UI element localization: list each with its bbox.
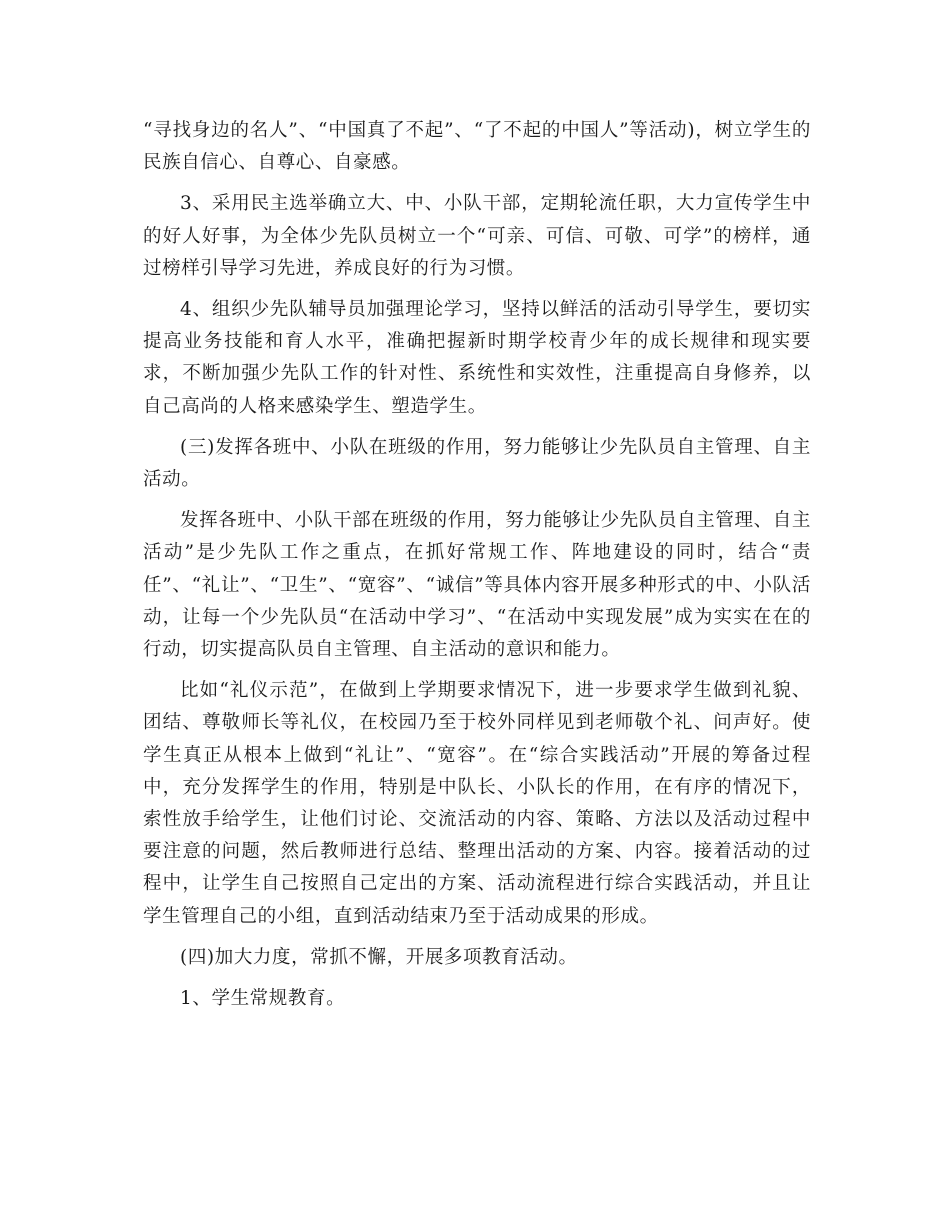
section-heading-3: (三)发挥各班中、小队在班级的作用，努力能够让少先队员自主管理、自主活动。 [143, 436, 811, 491]
paragraph-section-3-body: 发挥各班中、小队干部在班级的作用，努力能够让少先队员自主管理、自主活动”是少先队工作之重点，在抓好常规工作、阵地建设的同时，结合“责任”、“礼让”、“卫生”、“宽容”、“诚信”等具体内容开展多种形式的中、小队活动，让每一个少先队员“在活动中学习”、“在活动中实现发展”成为实实在在的行动，切实提高队员自主管理、自主活动的意识和能力。 [143, 510, 811, 661]
paragraph-continuation: “寻找身边的名人”、“中国真了不起”、“了不起的中国人”等活动)，树立学生的民族自信心、自尊心、自豪感。 [143, 120, 811, 174]
paragraph-item-3: 3、采用民主选举确立大、中、小队干部，定期轮流任职，大力宣传学生中的好人好事，为全体少先队员树立一个“可亲、可信、可敬、可学”的榜样，通过榜样引导学习先进，养成良好的行为习惯。 [143, 193, 811, 279]
section-heading-4: (四)加大力度，常抓不懈，开展多项教育活动。 [180, 946, 578, 968]
paragraph-item-1: 1、学生常规教育。 [180, 988, 346, 1010]
document-body [143, 115, 811, 1024]
paragraph-item-4: 4、组织少先队辅导员加强理论学习，坚持以鲜活的活动引导学生，要切实提高业务技能和育人水平，准确把握新时期学校青少年的成长规律和现实要求，不断加强少先队工作的针对性、系统性和实效性，注重提高自身修养，以自己高尚的人格来感染学生、塑造学生。 [143, 299, 811, 417]
paragraph-example: 比如“礼仪示范”，在做到上学期要求情况下，进一步要求学生做到礼貌、团结、尊敬师长等礼仪，在校园乃至于校外同样见到老师敬个礼、问声好。使学生真正从根本上做到“礼让”、“宽容”。在“综合实践活动”开展的筹备过程中，充分发挥学生的作用，特别是中队长、小队长的作用，在有序的情况下，索性放手给学生，让他们讨论、交流活动的内容、策略、方法以及活动过程中要注意的问题，然后教师进行总结、整理出活动的方案、内容。接着活动的过程中，让学生自己按照自己定出的方案、活动流程进行综合实践活动，并且让学生管理自己的小组，直到活动结束乃至于活动成果的形成。 [143, 680, 811, 927]
